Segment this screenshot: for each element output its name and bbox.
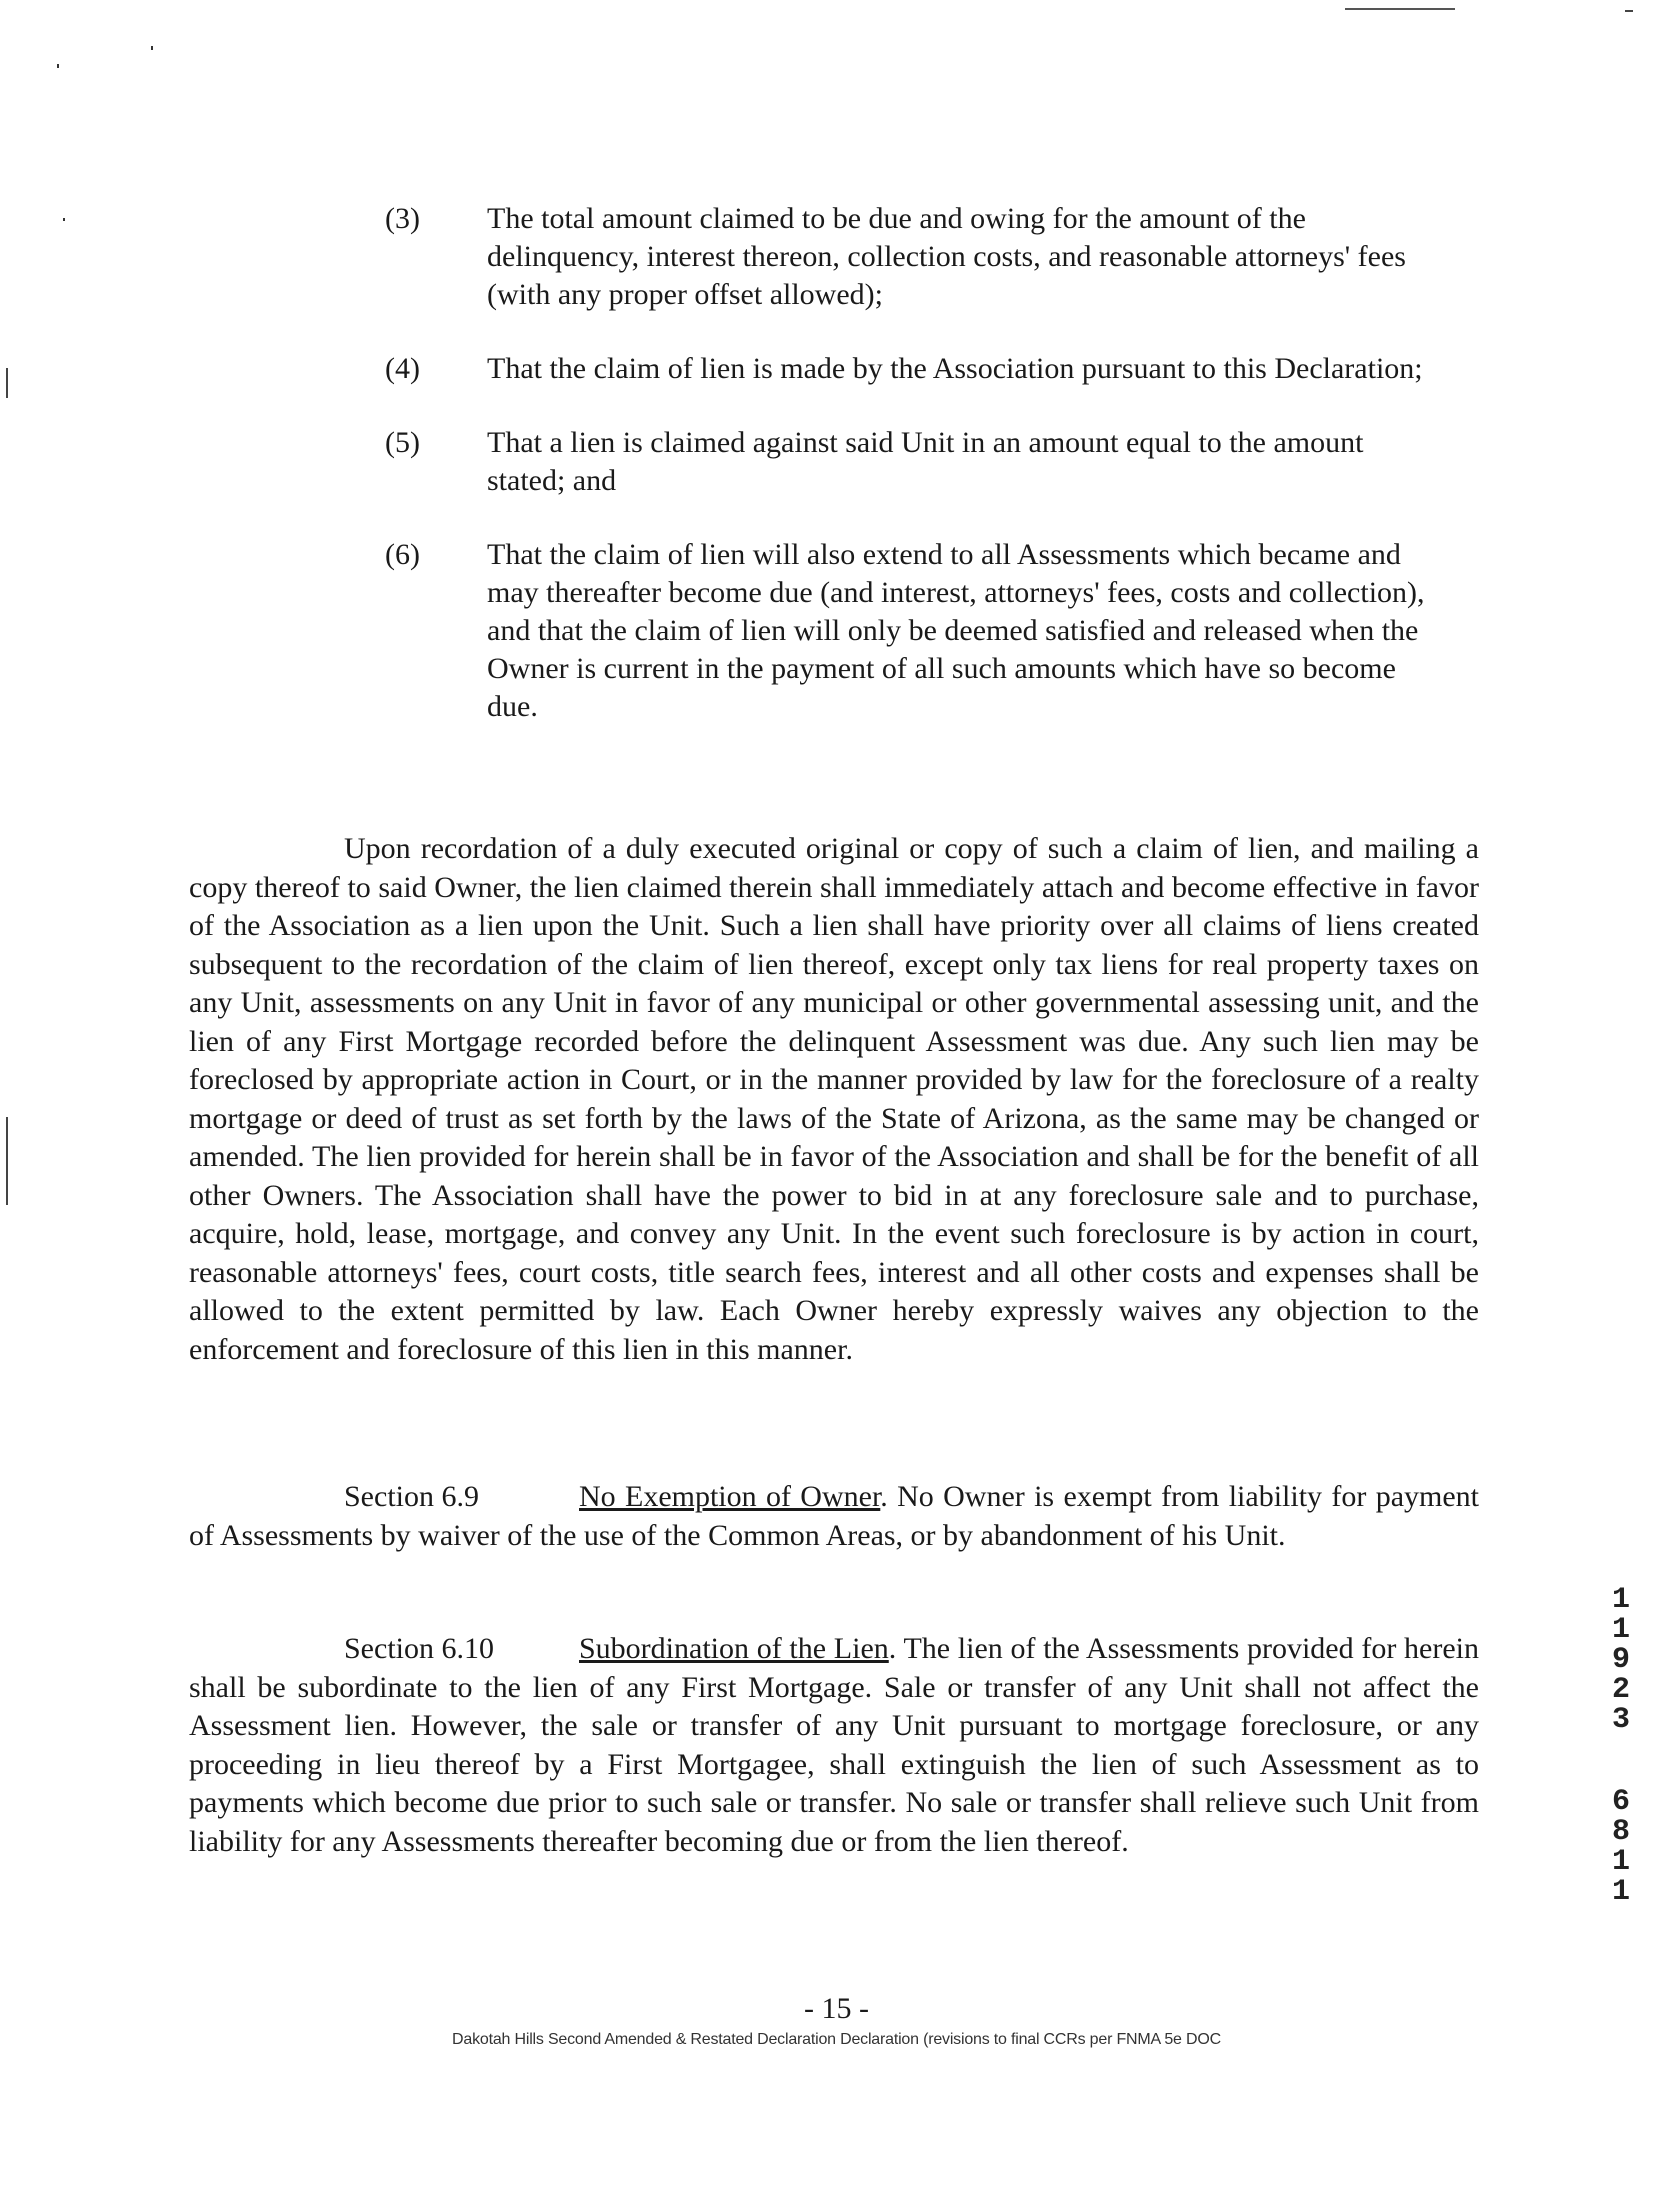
stamp-digit: 1: [1611, 1875, 1630, 1909]
section-number: Section 6.10: [344, 1632, 494, 1665]
scan-speck: [63, 218, 65, 221]
list-item: [385, 536, 1465, 726]
page-number: - 15 -: [804, 1992, 869, 2025]
scan-margin-bar: [6, 1117, 8, 1205]
list-item-number: (3): [385, 202, 420, 235]
stamp-digit: 1: [1611, 1583, 1630, 1617]
stamp-group-upper: [1612, 1585, 1630, 1735]
list-item-text: The total amount claimed to be due and owing for the amount of the delinquency, interest thereon, collection costs, and reasonable attorneys' fees (with any proper offset allowed);: [487, 202, 1406, 311]
section-heading: Subordination of the Lien: [579, 1632, 889, 1665]
list-item-text: That the claim of lien will also extend to all Assessments which became and may thereafter become due (and interest, attorneys' fees, costs and collection), and that the claim of lien will only be deemed satisfied and released when the Owner is current in the payment of all such amounts which have so become due.: [487, 538, 1425, 723]
scan-corner-mark: [1625, 10, 1633, 12]
section-body: . The lien of the Assessments provided for herein shall be subordinate to the lien of any First Mortgage. Sale or transfer of any Unit shall not affect the Assessment lien. However, the sale or transfer of any Unit pursuant to mortgage foreclosure, or any proceeding in lieu thereof by a First Mortgagee, shall extinguish the lien of such Assessment as to payments which become due prior to such sale or transfer. No sale or transfer shall relieve such Unit from liability for any Assessments thereafter becoming due or from the lien thereof.: [189, 1632, 1479, 1858]
stamp-digit: 8: [1611, 1815, 1630, 1849]
stamp-digit: 1: [1611, 1845, 1630, 1879]
list-item-text: That the claim of lien is made by the Association pursuant to this Declaration;: [487, 352, 1423, 385]
list-item-number: (5): [385, 426, 420, 459]
scan-speck: [57, 64, 59, 68]
lien-recordation-paragraph: Upon recordation of a duly executed original or copy of such a claim of lien, and mailing a copy thereof to said Owner, the lien claimed therein shall immediately attach and become effective in favor of the Association as a lien upon the Unit. Such a lien shall have priority over all claims of liens created subsequent to the recordation of the claim of lien thereof, except only tax liens for real property taxes on any Unit, assessments on any Unit in favor of any municipal or other governmental assessing unit, and the lien of any First Mortgage recorded before the delinquent Assessment was due. Any such lien may be foreclosed by appropriate action in Court, or in the manner provided by law for the foreclosure of a realty mortgage or deed of trust as set forth by the laws of the State of Arizona, as the same may be changed or amended. The lien provided for herein shall be in favor of the Association and shall be for the benefit of all other Owners. The Association shall have the power to bid in at any foreclosure sale and to purchase, acquire, hold, lease, mortgage, and convey any Unit. In the event such foreclosure is by action in court, reasonable attorneys' fees, court costs, title search fees, interest and all other costs and expenses shall be allowed to the extent permitted by law. Each Owner hereby expressly waives any objection to the enforcement and foreclosure of this lien in this manner.: [189, 832, 1479, 1366]
list-item-text: That a lien is claimed against said Unit in an amount equal to the amount stated; and: [487, 426, 1364, 497]
section-body: . No Owner is exempt from liability for payment of Assessments by waiver of the use of the Common Areas, or by abandonment of his Unit.: [189, 1480, 1480, 1552]
stamp-group-lower: [1612, 1787, 1630, 1907]
list-item-number: (4): [385, 352, 420, 385]
scan-top-rule: [1345, 8, 1455, 10]
section-6-9-paragraph: [189, 1478, 1479, 1555]
numbered-list: [385, 200, 1465, 762]
stamp-digit: 1: [1611, 1613, 1630, 1647]
stamp-digit: 9: [1611, 1643, 1630, 1677]
list-item-number: (6): [385, 538, 420, 571]
document-footer: Dakotah Hills Second Amended & Restated Declaration Declaration (revisions to final CCRs per FNMA 5e DOC: [452, 2031, 1221, 2048]
list-item: [385, 424, 1465, 500]
section-heading: No Exemption of Owner: [579, 1480, 881, 1513]
list-item: [385, 350, 1465, 388]
stamp-digit: 2: [1611, 1673, 1630, 1707]
section-6-10-paragraph: [189, 1630, 1479, 1861]
stamp-digit: 6: [1611, 1785, 1630, 1819]
scan-margin-bar: [6, 368, 8, 398]
section-number: Section 6.9: [344, 1480, 479, 1513]
list-item: [385, 200, 1465, 314]
stamp-digit: 3: [1611, 1703, 1630, 1737]
recording-number-stamp: [1604, 1585, 1638, 1907]
scan-speck: [151, 46, 153, 50]
